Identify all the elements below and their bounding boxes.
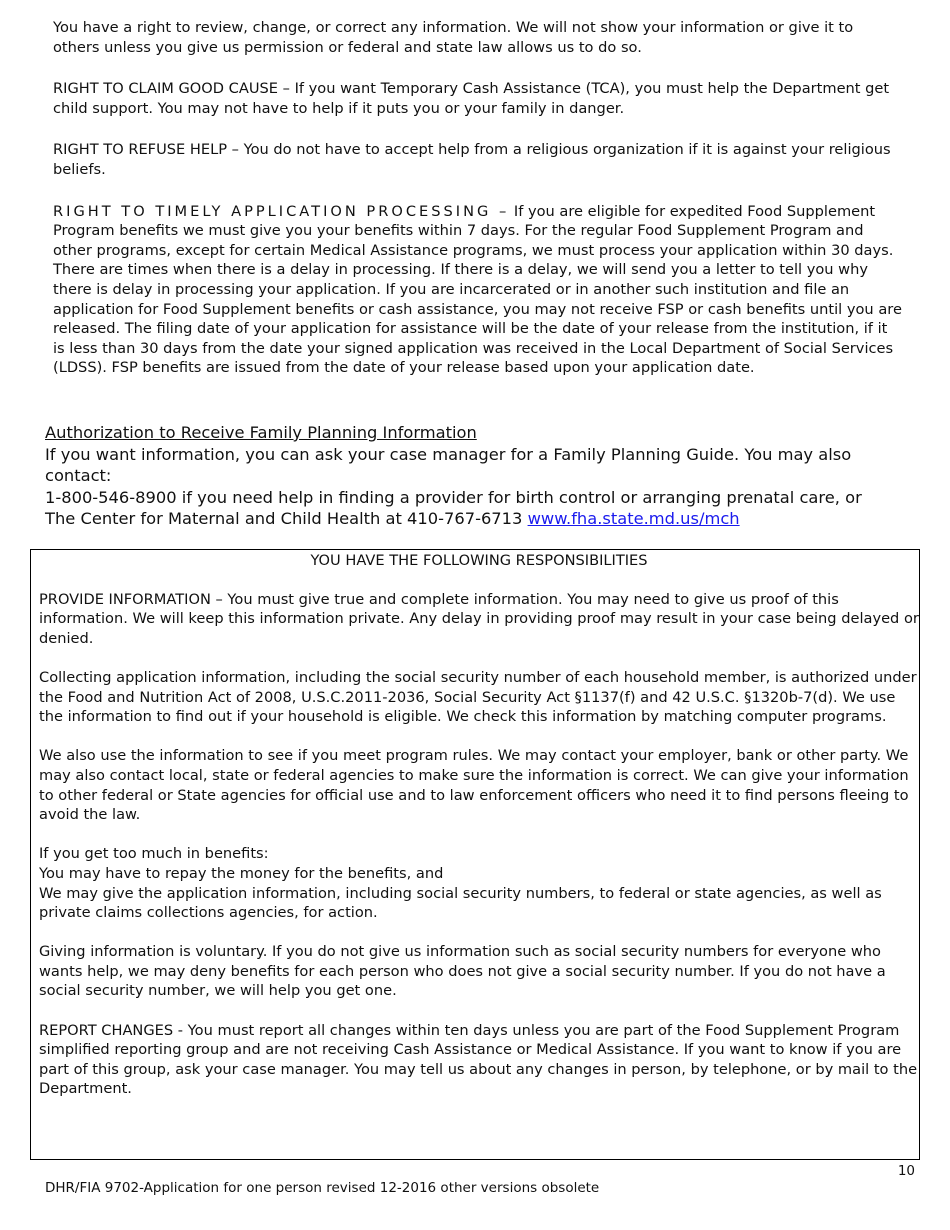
responsibilities-title: YOU HAVE THE FOLLOWING RESPONSIBILITIES bbox=[310, 552, 648, 569]
overpayment-line-2: You may have to repay the money for the benefits, and bbox=[39, 864, 444, 882]
program-rules-text: We also use the information to see if you meet program rules. We may contact your employer, bank or other party. We may also contact local, state or federal agencies to make sure the information is correct. We can give your information to other federal or State agencies for official use and to law enforcement officers who need it to find persons fleeing to avoid the law. bbox=[39, 747, 909, 824]
page-number: 10 bbox=[897, 1163, 915, 1179]
mch-website-link[interactable]: www.fha.state.md.us/mch bbox=[527, 509, 740, 528]
family-planning-line-3 bbox=[45, 508, 905, 530]
family-planning-line-3-text: The Center for Maternal and Child Health at 410-767-6713 bbox=[45, 509, 528, 528]
right-good-cause bbox=[53, 79, 903, 118]
right-refuse-help-heading: RIGHT TO REFUSE HELP – bbox=[53, 141, 239, 159]
right-timely-processing bbox=[53, 202, 903, 378]
right-good-cause-text: If you want Temporary Cash Assistance (TCA), you must help the Department get child support. You may not have to help if it puts you or your family in danger. bbox=[53, 80, 890, 117]
family-planning-section bbox=[45, 422, 905, 530]
family-planning-title: Authorization to Receive Family Planning Information bbox=[45, 423, 477, 442]
right-to-review-text: You have a right to review, change, or correct any information. We will not show your information or give it to others unless you give us permission or federal and state law allows us to do so. bbox=[53, 19, 854, 56]
rights-section bbox=[53, 18, 903, 400]
right-refuse-help-text: You do not have to accept help from a religious organization if it is against your religious beliefs. bbox=[53, 141, 891, 178]
overpayment-line-1: If you get too much in benefits: bbox=[39, 845, 269, 863]
provide-information-text: PROVIDE INFORMATION – You must give true and complete information. You may need to give us proof of this information. We will keep this information private. Any delay in providing proof may result in your case being delayed or denied. bbox=[39, 590, 919, 647]
family-planning-line-1: If you want information, you can ask your case manager for a Family Planning Guide. You may also contact: bbox=[45, 444, 852, 485]
report-changes-text: REPORT CHANGES - You must report all changes within ten days unless you are part of the Food Supplement Program simplified reporting group and are not receiving Cash Assistance or Medical Assistance. If you want to know if you are part of this group, ask your case manager. You may tell us about any changes in person, by telephone, or by mail to the Department. bbox=[39, 1021, 918, 1098]
right-good-cause-heading: RIGHT TO CLAIM GOOD CAUSE – bbox=[53, 80, 290, 98]
collecting-information-text: Collecting application information, including the social security number of each household member, is authorized under the Food and Nutrition Act of 2008, U.S.C.2011-2036, Social Security Act §1137(f) and 42 U.S.C. §1320b-7(d). We use the information to find out if your household is eligible. We check this information by matching computer programs. bbox=[39, 668, 917, 726]
voluntary-information-text: Giving information is voluntary. If you do not give us information such as social security numbers for everyone who wants help, we may deny benefits for each person who does not give a social security number. If you do not have a social security number, we will help you get one. bbox=[39, 943, 886, 1000]
right-timely-processing-heading: RIGHT TO TIMELY APPLICATION PROCESSING – bbox=[53, 202, 510, 220]
overpayment-line-3: We may give the application information, including social security numbers, to federal or state agencies, as well as private claims collections agencies, for action. bbox=[39, 884, 882, 922]
family-planning-line-2: 1-800-546-8900 if you need help in finding a provider for birth control or arranging prenatal care, or bbox=[45, 487, 862, 507]
responsibilities-box bbox=[30, 549, 920, 1160]
right-refuse-help bbox=[53, 140, 903, 179]
overpayment-paragraph bbox=[39, 844, 919, 922]
right-timely-processing-text: If you are eligible for expedited Food Supplement Program benefits we must give you your benefits within 7 days. For the regular Food Supplement Program and other programs, except for certain Medical Assistance programs, we must process your application within 30 days. There are times when there is a delay in processing. If there is a delay, we will send you a letter to tell you why there is delay in processing your application. If you are incarcerated or in another such institution and file an application for Food Supplement benefits or cash assistance, you may not receive FSP or cash benefits until you are released. The filing date of your application for assistance will be the date of your release from the institution, if it is less than 30 days from the date your signed application was received in the Local Department of Social Services (LDSS). FSP benefits are issued from the date of your release based upon your application date. bbox=[53, 202, 902, 377]
form-footer: DHR/FIA 9702-Application for one person revised 12-2016 other versions obsolete bbox=[45, 1180, 600, 1196]
